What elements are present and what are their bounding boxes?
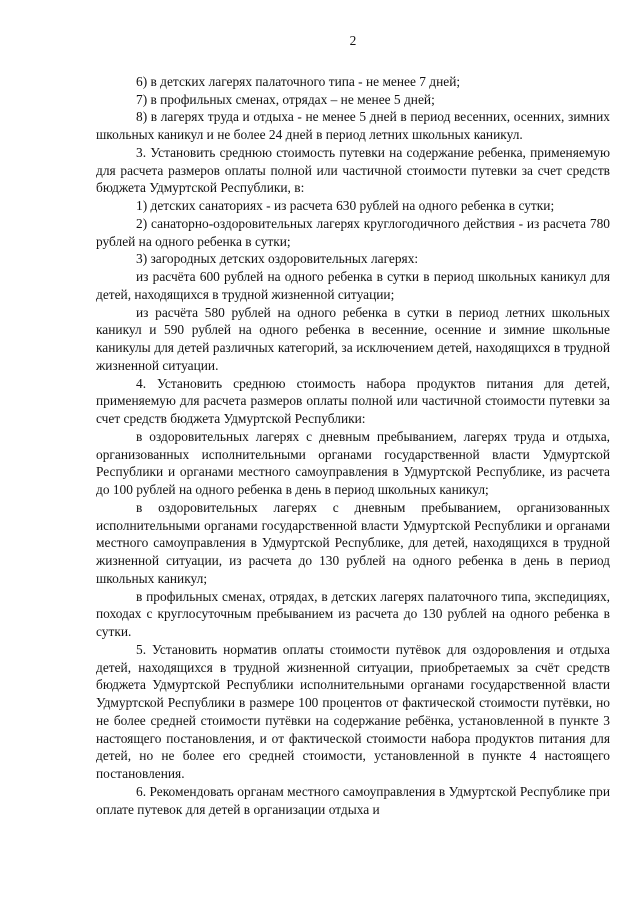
paragraph: 5. Установить норматив оплаты стоимости путёвок для оздоровления и отдыха детей, находящихся в трудной жизненной ситуации, приобретаемых за счёт средств бюджета Удмуртской Республики исполнительными органами государственной власти Удмуртской Республики в размере 100 процентов от фактической стоимости путёвки, но не более средней стоимости путёвки на содержание ребёнка, установленной в пункте 3 настоящего постановления, и от фактической стоимости набора продуктов питания для детей, но не более его средней стоимости, установленной в пункте 4 настоящего постановления.: [96, 641, 610, 781]
paragraph: 7) в профильных сменах, отрядах – не менее 5 дней;: [136, 91, 435, 107]
paragraph: в оздоровительных лагерях с дневным пребыванием, лагерях труда и отдыха, организованных исполнительными органами государственной власти Удмуртской Республики и органами местного самоуправления в Удмуртской Республике, из расчета до 100 рублей на одного ребенка в день в период школьных каникул;: [96, 428, 610, 497]
paragraph: из расчёта 580 рублей на одного ребенка в сутки в период летних школьных каникул и 590 рублей на одного ребенка в весенние, осенние и зимние школьные каникулы для детей различных категорий, за исключением детей, находящихся в трудной жизненной ситуации.: [96, 304, 610, 373]
paragraph: 3) загородных детских оздоровительных лагерях:: [136, 251, 419, 267]
paragraph: из расчёта 600 рублей на одного ребенка в сутки в период школьных каникул для детей, находящихся в трудной жизненной ситуации;: [96, 269, 610, 302]
page-number: 2: [349, 33, 357, 48]
paragraph: 3. Установить среднюю стоимость путевки на содержание ребенка, применяемую для расчета размеров оплаты полной или частичной стоимости путевки за счет средств бюджета Удмуртской Республики, в:: [96, 144, 610, 196]
paragraph: 6. Рекомендовать органам местного самоуправления в Удмуртской Республике при оплате путевок для детей в организации отдыха и: [96, 783, 610, 817]
paragraph: 1) детских санаториях - из расчета 630 рублей на одного ребенка в сутки;: [136, 198, 555, 213]
paragraph: 4. Установить среднюю стоимость набора продуктов питания для детей, применяемую для расчета размеров оплаты полной или частичной стоимости путевки за счет средств бюджета Удмуртской Республики:: [96, 375, 610, 426]
paragraph: в оздоровительных лагерях с дневным пребыванием, организованных исполнительными органами государственной власти Удмуртской Республики и органами местного самоуправления в Удмуртской Республике, для детей, находящихся в трудной жизненной ситуации, из расчета до 130 рублей на одного ребенка в день в период школьных каникул;: [96, 499, 610, 586]
paragraph: 8) в лагерях труда и отдыха - не менее 5 дней в период весенних, осенних, зимних школьных каникул и не более 24 дней в период летних школьных каникул.: [96, 109, 610, 142]
paragraph: 6) в детских лагерях палаточного типа - не менее 7 дней;: [136, 73, 461, 89]
paragraph: в профильных сменах, отрядах, в детских лагерях палаточного типа, экспедициях, походах с круглосуточным пребыванием из расчета до 130 рублей на одного ребенка в сутки.: [96, 588, 610, 639]
paragraph: 2) санаторно-оздоровительных лагерях круглогодичного действия - из расчета 780 рублей на одного ребенка в сутки;: [96, 215, 610, 249]
